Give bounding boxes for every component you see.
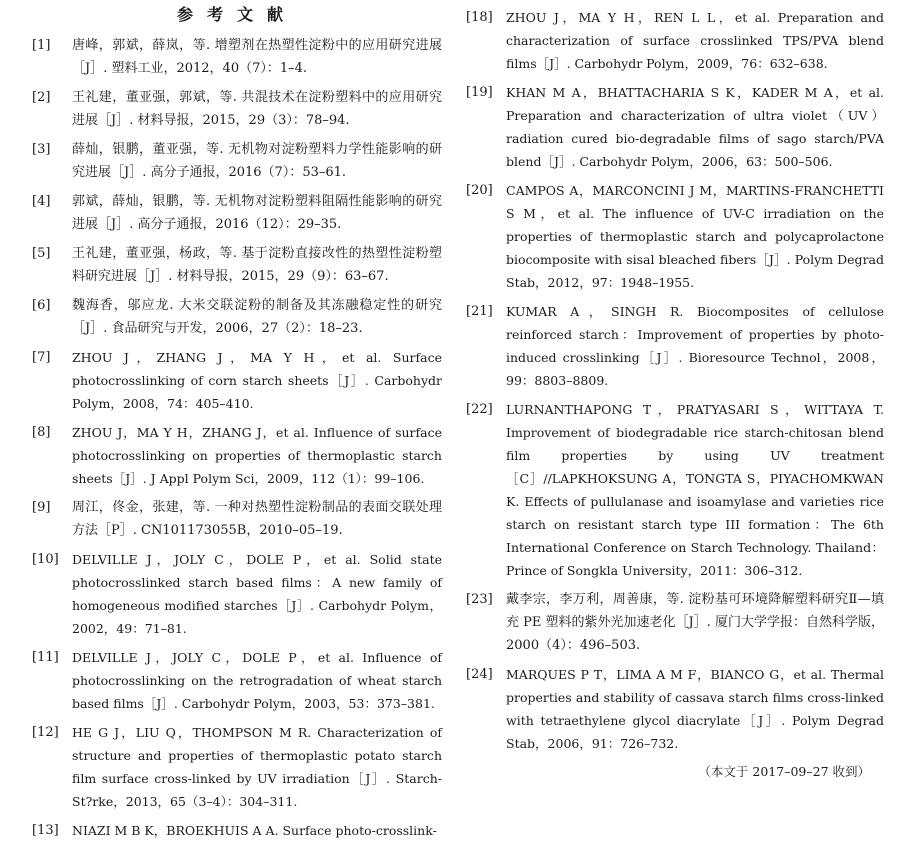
reference-entry — [32, 421, 442, 490]
reference-number: [2] — [32, 90, 51, 105]
reference-text: 周江，佟金，张建，等. 一种对热塑性淀粉制品的表面交联处理方法［P］. CN101173055B，2010–05–19. — [72, 500, 442, 538]
reference-number: [24] — [466, 667, 493, 682]
reference-entry — [32, 721, 442, 813]
reference-text: NIAZI M B K，BROEKHUIS A A. Surface photo-crosslink- — [72, 823, 437, 838]
reference-text: CAMPOS A，MARCONCINI J M，MARTINS-FRANCHETTI S M，et al. The influence of UV-C irradiation on the properties of thermoplastic starch and polycaprolactone biocomposite with sisal bleached fibers［J］. Polym Degrad Stab，2012，97：1948–1955. — [506, 183, 884, 290]
right-column — [466, 6, 884, 783]
reference-entry — [32, 548, 442, 640]
reference-text: LURNANTHAPONG T，PRATYASARI S，WITTAYA T. Improvement of biodegradable rice starch-chitosan blend film properties by using UV treatment［C］//LAPKHOKSUNG A，TONGTA S，PIYACHOMKWAN K. Effects of pullulanase and isoamylase and varieties rice starch on resistant starch type III formation：The 6th International Conference on Starch Technology. Thailand：Prince of Songkla University，2011：306–312. — [506, 402, 884, 578]
reference-text: 魏海香，邬应龙. 大米交联淀粉的制备及其冻融稳定性的研究［J］. 食品研究与开发，2006，27（2）：18–23. — [72, 298, 442, 336]
reference-entry — [32, 646, 442, 715]
reference-number: [20] — [466, 183, 493, 198]
reference-entry — [466, 6, 884, 75]
reference-entry — [32, 819, 442, 842]
reference-text: 郭斌，薛灿，银鹏，等. 无机物对淀粉塑料阻隔性能影响的研究进展［J］. 高分子通报，2016（12）：29–35. — [72, 194, 442, 232]
reference-entry — [32, 86, 442, 132]
reference-text: MARQUES P T，LIMA A M F，BIANCO G，et al. Thermal properties and stability of cassava starch films cross-linked with tetraethylene glycol diacrylate［J］. Polym Degrad Stab，2006，91：726–732. — [506, 667, 884, 751]
reference-number: [5] — [32, 246, 51, 261]
reference-number: [23] — [466, 592, 493, 607]
reference-entry — [32, 294, 442, 340]
reference-number: [22] — [466, 402, 493, 417]
reference-number: [8] — [32, 425, 51, 440]
reference-text: DELVILLE J，JOLY C，DOLE P，et al. Solid state photocrosslinked starch based films：A new family of homogeneous modified starches［J］. Carbohydr Polym，2002，49：71–81. — [72, 552, 442, 636]
reference-number: [21] — [466, 304, 493, 319]
reference-number: [13] — [32, 823, 59, 838]
reference-text: ZHOU J，MA Y H，ZHANG J，et al. Influence of surface photocrosslinking on properties of thermoplastic starch sheets［J］. J Appl Polym Sci，2009，112（1）：99–106. — [72, 425, 442, 486]
right-reference-list — [466, 6, 884, 755]
reference-entry — [466, 663, 884, 755]
left-column — [32, 0, 442, 848]
reference-text: 薛灿，银鹏，董亚强，等. 无机物对淀粉塑料力学性能影响的研究进展［J］. 高分子通报，2016（7）：53–61. — [72, 142, 442, 180]
reference-text: KHAN M A，BHATTACHARIA S K，KADER M A，et al. Preparation and characterization of ultra violet（UV）radiation cured bio-degradable films of sago starch/PVA blend［J］. Carbohydr Polym，2006，63：500–506. — [506, 85, 884, 169]
left-reference-list — [32, 34, 442, 842]
reference-text: 王礼建，董亚强，郭斌，等. 共混技术在淀粉塑料中的应用研究进展［J］. 材料导报，2015，29（3）：78–94. — [72, 90, 442, 128]
reference-entry — [32, 34, 442, 80]
reference-text: ZHOU J，MA Y H，REN L L，et al. Preparation and characterization of surface crosslinked TPS/PVA blend films［J］. Carbohydr Polym，2009，76：632–638. — [506, 10, 884, 71]
reference-entry — [32, 190, 442, 236]
reference-entry — [466, 588, 884, 657]
reference-text: HE G J，LIU Q，THOMPSON M R. Characterization of structure and properties of thermoplastic potato starch film surface cross-linked by UV irradiation［J］. Starch-St?rke，2013，65（3–4）：304–311. — [72, 725, 442, 809]
reference-number: [9] — [32, 500, 51, 515]
reference-number: [7] — [32, 350, 51, 365]
reference-number: [4] — [32, 194, 51, 209]
received-date-note: （本文于 2017–09–27 收到） — [698, 764, 870, 779]
reference-entry — [466, 300, 884, 392]
reference-entry — [466, 398, 884, 582]
reference-entry — [466, 179, 884, 294]
reference-number: [19] — [466, 85, 493, 100]
reference-text: KUMAR A，SINGH R. Biocomposites of cellulose reinforced starch：Improvement of properties by photo-induced crosslinking［J］. Bioresource Technol，2008，99：8803–8809. — [506, 304, 884, 388]
reference-text: 王礼建，董亚强，杨政，等. 基于淀粉直接改性的热塑性淀粉塑料研究进展［J］. 材料导报，2015，29（9）：63–67. — [72, 246, 442, 284]
reference-number: [6] — [32, 298, 51, 313]
reference-text: 戴李宗，李万利，周善康，等. 淀粉基可环境降解塑料研究Ⅱ—填充 PE 塑料的紫外光加速老化［J］. 厦门大学学报：自然科学版，2000（4）：496–503. — [506, 592, 884, 653]
reference-entry — [32, 346, 442, 415]
reference-number: [11] — [32, 650, 59, 665]
reference-entry — [32, 242, 442, 288]
reference-number: [1] — [32, 38, 51, 53]
references-heading: 参考文献 — [176, 5, 297, 24]
reference-number: [3] — [32, 142, 51, 157]
reference-entry — [32, 138, 442, 184]
reference-number: [10] — [32, 552, 59, 567]
reference-number: [18] — [466, 10, 493, 25]
reference-number: [12] — [32, 725, 59, 740]
reference-text: DELVILLE J，JOLY C，DOLE P，et al. Influence of photocrosslinking on the retrogradation of wheat starch based films［J］. Carbohydr Polym，2003，53：373–381. — [72, 650, 442, 711]
reference-entry — [466, 81, 884, 173]
reference-text: ZHOU J，ZHANG J，MA Y H，et al. Surface photocrosslinking of corn starch sheets［J］. Carbohydr Polym，2008，74：405–410. — [72, 350, 442, 411]
reference-entry — [32, 496, 442, 542]
reference-text: 唐峰，郭斌，薛岚，等. 增塑剂在热塑性淀粉中的应用研究进展［J］. 塑料工业，2012，40（7）：1–4. — [72, 38, 442, 76]
